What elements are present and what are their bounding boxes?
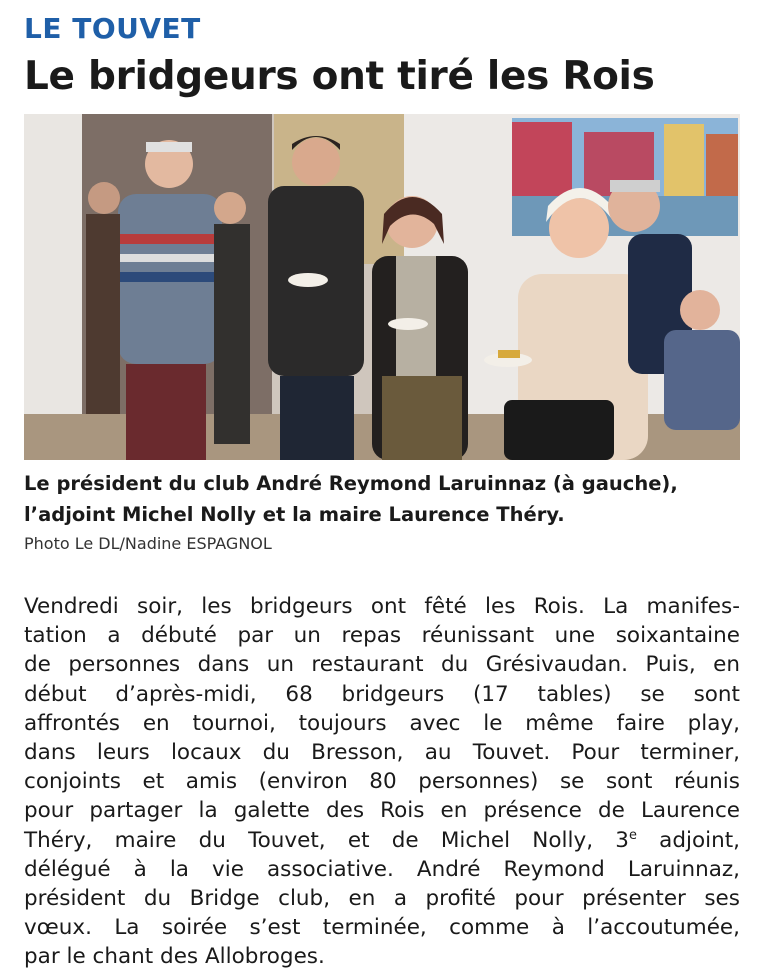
body-line: délégué à la vie associative. André Reymond Laruinnaz, [24,856,740,882]
article-body [24,592,740,972]
caption-line: l’adjoint Michel Nolly et la maire Laurence Théry. [24,503,565,526]
body-line: tation a débuté par un repas réunissant une soixantaine [24,623,740,649]
article-photo [24,114,740,460]
body-line: président du Bridge club, en a profité pour présenter ses [24,886,740,912]
body-line: par le chant des Allobroges. [24,944,325,970]
headline: Le bridgeurs ont tiré les Rois [24,54,655,99]
caption-line: Le président du club André Reymond Laruinnaz (à gauche), [24,472,678,495]
body-line: début d’après-midi, 68 bridgeurs (17 tables) se sont [24,681,740,707]
body-line: Vendredi soir, les bridgeurs ont fêté les Rois. La manifes- [24,594,740,619]
body-line: conjoints et amis (environ 80 personnes) se sont réunis [24,769,740,795]
photo-credit: Photo Le DL/Nadine ESPAGNOL [24,534,272,553]
ordinal-superscript: e [628,827,637,843]
body-line-text: Théry, maire du Touvet, et de Michel Nolly, 3 [24,827,629,853]
locality-kicker: LE TOUVET [24,12,201,45]
photo-caption [24,468,740,530]
body-line: de personnes dans un restaurant du Grésivaudan. Puis, en [24,652,740,678]
body-line-tail: adjoint, [636,827,740,853]
body-line: vœux. La soirée s’est terminée, comme à l’accoutumée, [24,915,740,941]
body-line: dans leurs locaux du Bresson, au Touvet. Pour terminer, [24,740,740,766]
body-line: affrontés en tournoi, toujours avec le même faire play, [24,710,740,736]
body-line [24,826,740,855]
body-line: pour partager la galette des Rois en présence de Laurence [24,798,740,824]
